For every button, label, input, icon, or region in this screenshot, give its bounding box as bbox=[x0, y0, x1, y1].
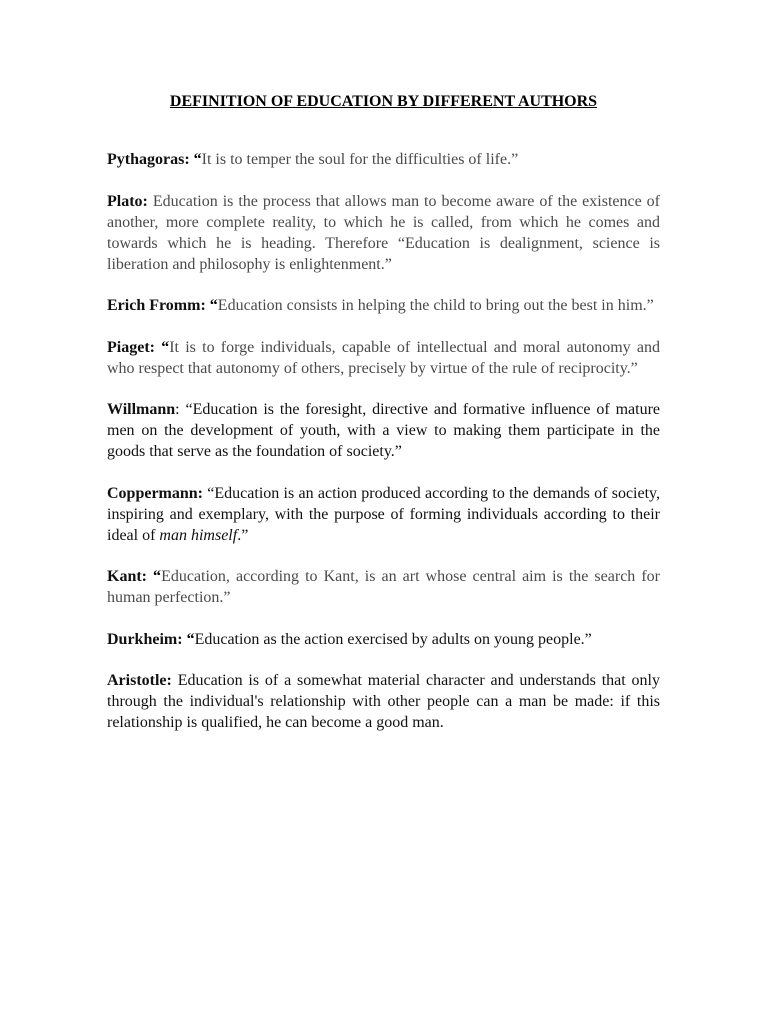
definition-kant bbox=[107, 566, 660, 608]
definition-text: Education consists in helping the child to bring out the best in him.” bbox=[217, 297, 654, 314]
definition-text: Education as the action exercised by adults on young people.” bbox=[194, 630, 592, 648]
definition-text: Education, according to Kant, is an art whose central aim is the search for human perfection.” bbox=[107, 568, 661, 606]
author-name: Pythagoras: bbox=[107, 151, 190, 168]
author-name: Durkheim: bbox=[107, 630, 183, 648]
author-name: Piaget: bbox=[107, 338, 155, 356]
author-name: Plato: bbox=[107, 192, 148, 210]
open-quote: “ bbox=[189, 151, 202, 168]
open-quote: “ bbox=[182, 630, 195, 648]
author-name: Willmann bbox=[107, 401, 176, 418]
document-title: DEFINITION OF EDUCATION BY DIFFERENT AUTHORS bbox=[169, 93, 598, 110]
definition-willmann bbox=[107, 399, 660, 462]
definition-durkheim bbox=[107, 629, 660, 650]
definition-text: It is to temper the soul for the difficulties of life.” bbox=[201, 151, 519, 168]
author-name: Erich Fromm: bbox=[107, 297, 206, 314]
definition-aristotle bbox=[107, 670, 660, 733]
author-name: Coppermann: bbox=[107, 484, 204, 502]
definition-text-italic: man himself bbox=[159, 526, 238, 544]
definition-piaget bbox=[107, 337, 660, 379]
definition-text: : “Education is the foresight, directive and formative influence of mature men on the development of youth, with a view to making them participate in the goods that serve as the foundation of society.” bbox=[107, 401, 660, 460]
open-quote: “ bbox=[147, 568, 162, 585]
definition-erich-fromm bbox=[107, 295, 660, 316]
definition-text: “Education is an action produced according to the demands of society, inspiring and exemplary, with the purpose of forming individuals according to their ideal of bbox=[107, 484, 660, 544]
definition-text: Education is of a somewhat material character and understands that only through the individual's relationship with other people can a man be made: if this relationship is qualified, he can become a good man. bbox=[107, 672, 660, 731]
author-name: Kant: bbox=[107, 568, 147, 585]
definition-plato bbox=[107, 191, 660, 275]
open-quote: “ bbox=[205, 297, 218, 314]
open-quote: “ bbox=[154, 338, 170, 356]
definition-text: Education is the process that allows man to become aware of the existence of another, more complete reality, to which he is called, from which he comes and towards which he is heading. Therefore “Education is dealignment, science is liberation and philosophy is enlightenment.” bbox=[107, 192, 660, 273]
document-page bbox=[107, 92, 660, 754]
author-name: Aristotle: bbox=[107, 672, 172, 689]
definition-coppermann bbox=[107, 483, 660, 546]
definition-pythagoras bbox=[107, 149, 660, 170]
definition-text: It is to forge individuals, capable of intellectual and moral autonomy and who respect that autonomy of others, precisely by virtue of the rule of reciprocity.” bbox=[107, 338, 660, 377]
definition-text-end: .” bbox=[237, 526, 249, 544]
